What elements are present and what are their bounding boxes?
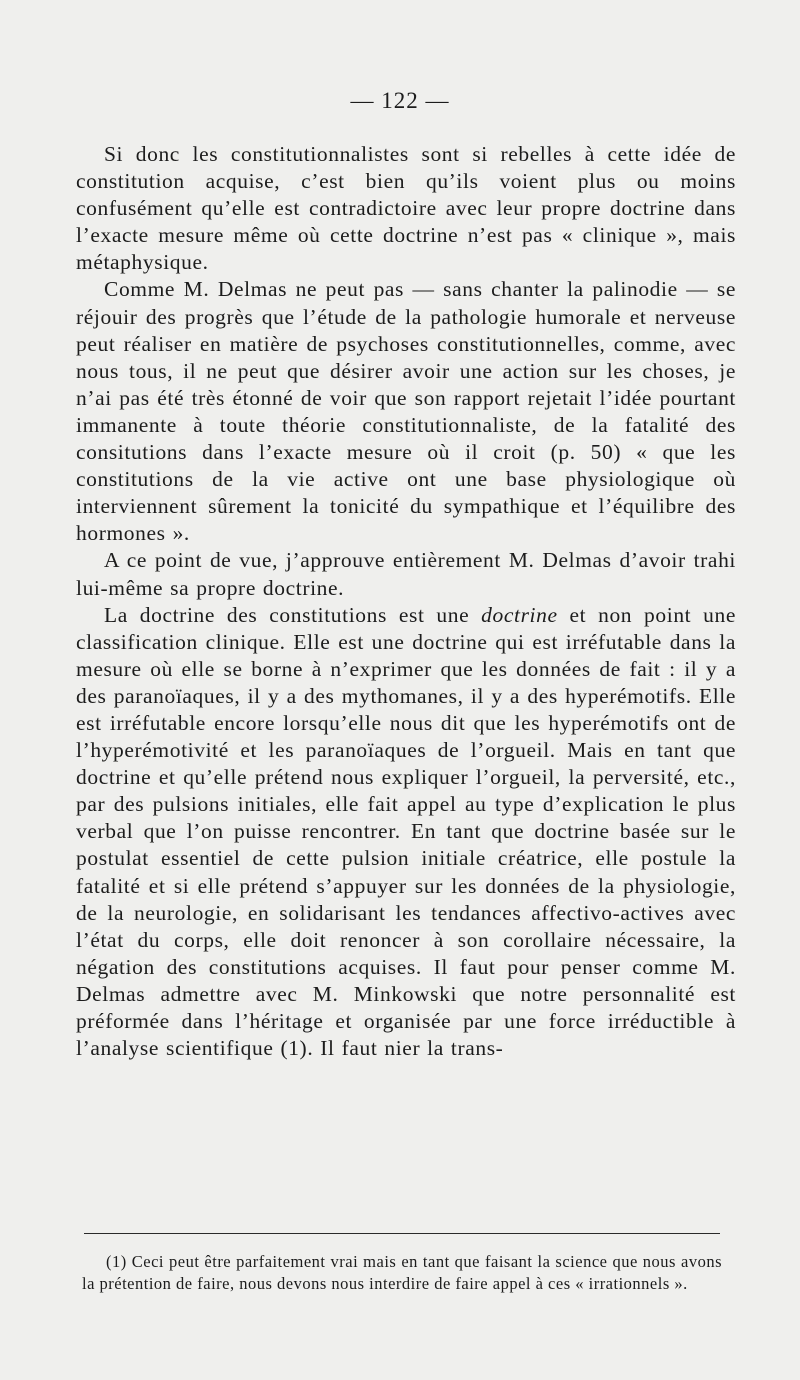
footnote-divider bbox=[84, 1233, 720, 1234]
paragraph-delmas-palinodie: Comme M. Delmas ne peut pas — sans chanter la palinodie — se réjouir des progrès que l’étude de la pathologie humorale et nerveuse peut réaliser en matière de psychoses constitutionnelles, comme, avec nous tous, il ne peut que désirer avoir une action sur les choses, je n’ai pas été très étonné de voir que son rapport rejetait l’idée pourtant immanente à toute théorie constitutionnaliste, de la fatalité des consitutions dans l’exacte mesure où il croit (p. 50) « que les constitutions de la vie active ont une base physiologique où interviennent sûrement la tonicité du sympathique et l’équilibre des hormones ». bbox=[76, 277, 736, 546]
doctrine-italic-word: doctrine bbox=[481, 602, 558, 627]
page-number: — 122 — bbox=[350, 88, 450, 113]
paragraph-approbation: A ce point de vue, j’approuve entièrement M. Delmas d’avoir trahi lui-même sa propre doctrine. bbox=[76, 548, 736, 600]
footnote: (1) Ceci peut être parfaitement vrai mais en tant que faisant la science que nous avons la prétention de faire, nous devons nous interdire de faire appel à ces « irrationnels ». bbox=[82, 1252, 722, 1293]
paragraph-constitution-acquise: Si donc les constitutionnalistes sont si rebelles à cette idée de constitution acquise, c’est bien qu’ils voient plus ou moins confusément qu’elle est contradictoire avec leur propre doctrine dans l’exacte mesure même où cette doctrine n’est pas « clinique », mais métaphysique. bbox=[76, 142, 736, 275]
doctrine-text-start: La doctrine des constitutions est une bbox=[104, 602, 482, 627]
paragraph-doctrine-constitutions bbox=[76, 602, 736, 1063]
doctrine-text-end: et non point une classification clinique. Elle est une doctrine qui est irréfutable dans la mesure où elle se borne à n’exprimer que les données de fait : il y a des paranoïaques, il y a des mythomanes, il y a des hyperémotifs. Elle est irréfutable encore lorsqu’elle nous dit que les hyperémotifs ont de l’hyperémotivité et les paranoïaques de l’orgueil. Mais en tant que doctrine et qu’elle prétend nous expliquer l’orgueil, la perversité, etc., par des pulsions initiales, elle fait appel au type d’explication le plus verbal que l’on puisse rencontrer. En tant que doctrine basée sur le postulat essentiel de cette pulsion initiale créatrice, elle postule la fatalité et si elle prétend s’appuyer sur les données de la physiologie, de la neurologie, en solidarisant les tendances affectivo-actives avec l’état du corps, elle doit renoncer à son corollaire nécessaire, la négation des constitutions acquises. Il faut pour penser comme M. Delmas admettre avec M. Minkowski que notre personnalité est préformée dans l’héritage et organisée par une force irréductible à l’analyse scientifique (1). Il faut nier la trans- bbox=[76, 602, 736, 1061]
body-text bbox=[76, 141, 736, 1062]
